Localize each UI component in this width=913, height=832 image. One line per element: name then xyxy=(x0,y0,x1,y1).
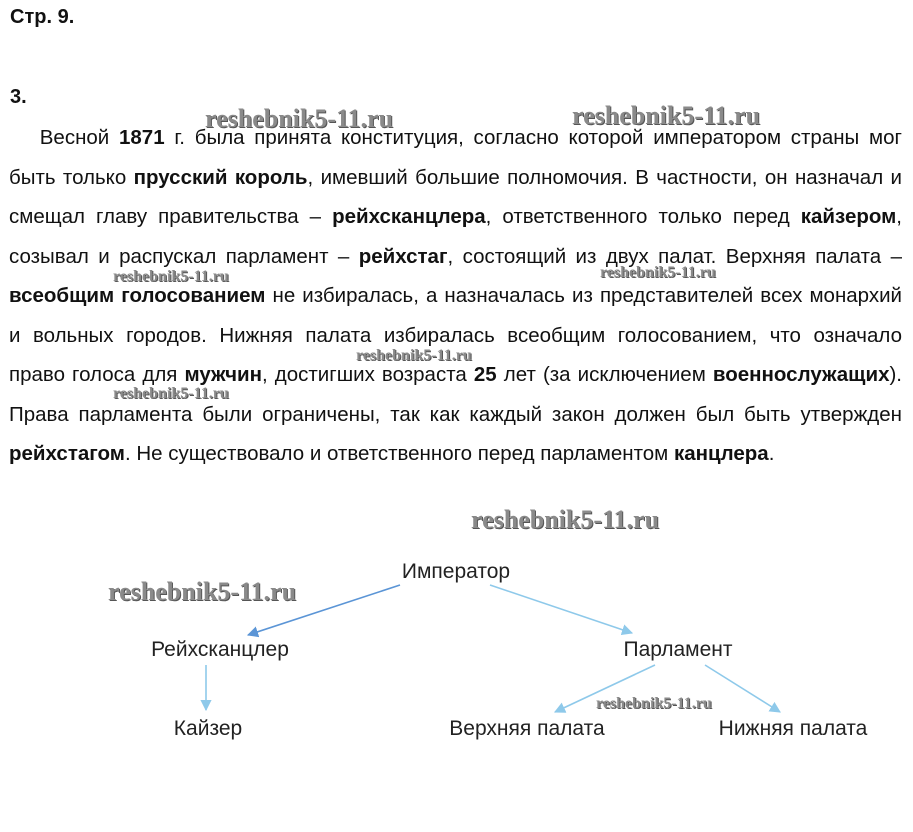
node-emperor: Император xyxy=(401,560,511,583)
bold-term: рейхсканцлера xyxy=(332,205,486,228)
node-parliament: Парламент xyxy=(623,638,733,661)
task-number: 3. xyxy=(10,86,27,108)
text-run: , имевший большие полномочия. В частности, он назначал и смещал главу правительства – xyxy=(9,165,902,228)
page-label: Стр. 9. xyxy=(10,6,75,28)
bold-term: военнослужащих xyxy=(712,363,890,386)
watermark: reshebnik5-11.ru xyxy=(600,264,716,281)
watermark: reshebnik5-11.ru xyxy=(113,385,229,402)
arrow-emperor-to-parliament xyxy=(490,585,632,633)
text-run: Весной xyxy=(39,126,119,149)
watermark: reshebnik5-11.ru xyxy=(108,577,297,606)
watermark: reshebnik5-11.ru xyxy=(205,104,394,133)
text-run: не избиралась, а назначалась из представителей всех монархий и вольных городов. Нижняя палата избиралась всеобщим голосованием, что означало право голоса для xyxy=(9,284,903,386)
bold-term: прусский король xyxy=(133,165,308,189)
node-upper-house: Верхняя палата xyxy=(449,717,605,740)
text-run: г. была принята конституция, согласно которой императором страны мог быть только xyxy=(9,126,902,189)
bold-term: рейхстаг xyxy=(358,244,448,268)
arrow-parliament-to-lower-house xyxy=(705,665,780,712)
text-run: . Не существовало и ответственного перед парламентом xyxy=(124,442,674,465)
bold-term: канцлера xyxy=(673,442,769,465)
text-run: , ответственного только перед xyxy=(485,205,801,228)
text-run: , созывал и распускал парламент – xyxy=(9,205,902,268)
text-run: , состоящий из двух палат. Верхняя палата – xyxy=(447,244,902,268)
bold-term: кайзером xyxy=(800,205,897,228)
text-run: ). Права парламента были ограничены, так как каждый закон должен был быть утвержден xyxy=(9,363,902,426)
watermark: reshebnik5-11.ru xyxy=(113,268,229,285)
node-chancellor: Рейхсканцлер xyxy=(151,638,289,661)
watermark: reshebnik5-11.ru xyxy=(471,505,660,534)
watermark: reshebnik5-11.ru xyxy=(572,101,761,130)
text-run: , достигших возраста xyxy=(261,363,474,386)
text-run: . xyxy=(768,442,775,465)
node-lower-house: Нижняя палата xyxy=(718,717,868,740)
text-run: лет (за исключением xyxy=(496,363,713,386)
bold-term: 1871 xyxy=(118,126,165,149)
bold-term: всеобщим голосованием xyxy=(9,284,266,307)
watermark: reshebnik5-11.ru xyxy=(596,695,712,712)
watermark: reshebnik5-11.ru xyxy=(356,347,472,364)
bold-term: рейхстагом xyxy=(9,442,125,465)
node-kaiser: Кайзер xyxy=(173,717,243,740)
bold-term: мужчин xyxy=(184,363,262,386)
bold-term: 25 xyxy=(473,363,497,386)
